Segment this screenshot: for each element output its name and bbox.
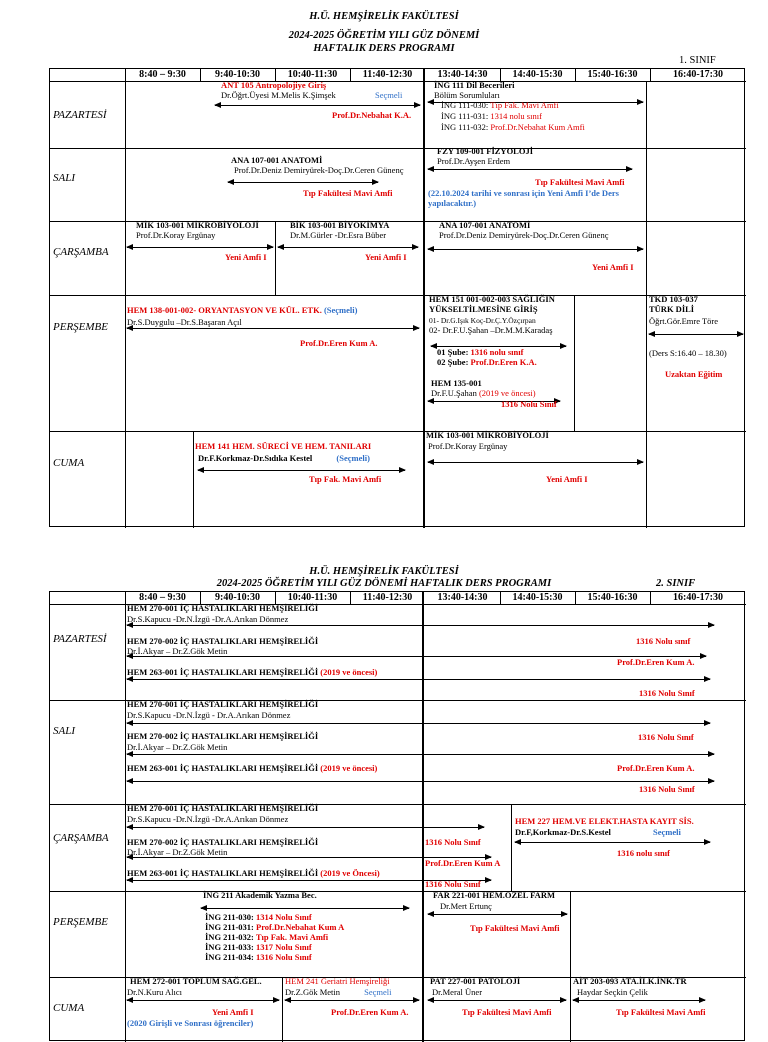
course-title: İNG 111 Dil Becerileri	[434, 80, 515, 90]
course-title: HEM 141 HEM. SÜRECİ VE HEM. TANILARI	[195, 441, 372, 451]
duration-arrow	[228, 182, 378, 183]
page-title: H.Ü. HEMŞİRELİK FAKÜLTESİ	[309, 11, 459, 22]
instructor: Prof.Dr.Ayşen Erdem	[437, 156, 511, 166]
elective-tag: Seçmeli	[375, 90, 403, 100]
course-title: MİK 103-001 MİKROBİYOLOJİ	[136, 220, 259, 230]
section-code: İNG 111-030: Tıp Fak. Mavi Amfi	[441, 100, 559, 110]
time-header: 11:40-12:30	[362, 592, 413, 603]
day-label: CUMA	[53, 457, 85, 469]
room: Prof.Dr.Nebahat K.A.	[332, 110, 412, 120]
room: 1316 Nolu Sınıf	[425, 837, 481, 847]
time-header: 15:40-16:30	[587, 592, 638, 603]
duration-arrow	[285, 1000, 419, 1001]
class-label: 1. SINIF	[679, 55, 716, 66]
day-label: SALI	[53, 725, 75, 737]
room: Uzaktan Eğitim	[665, 369, 723, 379]
time-header: 10:40-11:30	[287, 69, 338, 80]
section-room: İNG 211-030: 1314 Nolu Sınıf	[205, 912, 312, 922]
duration-arrow	[198, 470, 405, 471]
instructor: Prof.Dr.Deniz Demiryürek-Doç.Dr.Ceren Günenç	[234, 165, 404, 175]
course-title: HEM 272-001 TOPLUM SAĞ.GEL.	[130, 976, 262, 986]
room: 1316 Nolu Sınıf	[638, 732, 694, 742]
course-title: PAT 227-001 PATOLOJİ	[430, 976, 521, 986]
duration-arrow	[428, 249, 643, 250]
instructor: Dr.S.Kapucu -Dr.N.İzgü - Dr.A.Arıkan Dönmez	[127, 710, 291, 720]
room: 1316 Nolu Sınıf	[639, 784, 695, 794]
duration-arrow	[127, 328, 419, 329]
duration-arrow	[649, 334, 743, 335]
duration-arrow	[127, 723, 710, 724]
room: 1316 Nolu Sınıf	[501, 399, 557, 409]
room: Tıp Fakültesi Mavi Amfi	[535, 177, 625, 187]
time-header: 10:40-11:30	[287, 592, 338, 603]
duration-arrow	[127, 679, 710, 680]
note: (22.10.2024 tarihi ve sonrası için Yeni Amfi I’de Ders	[428, 188, 619, 198]
time-header: 8:40 – 9:30	[139, 69, 186, 80]
time-header: 14:40-15:30	[512, 592, 563, 603]
instructor: Dr.İ.Akyar – Dr.Z.Gök Metin	[127, 847, 228, 857]
instructor: Dr.Meral Üner	[432, 987, 483, 997]
instructor: Dr.F.Korkmaz-Dr.Sıdıka Kestel (Seçmeli)	[198, 453, 370, 463]
section-code: İNG 111-031: 1314 nolu sınıf	[441, 111, 542, 121]
course-title: HEM 241 Geriatri Hemşireliği	[285, 976, 390, 986]
duration-arrow	[428, 914, 567, 915]
section-room: İNG 211-034: 1316 Nolu Sınıf	[205, 952, 312, 962]
course-title: İNG 211 Akademik Yazma Bec.	[203, 890, 317, 900]
room: Prof.Dr.Eren Kum A.	[617, 657, 695, 667]
duration-arrow	[127, 625, 714, 626]
instructor: Prof.Dr.Koray Ergünay	[136, 230, 216, 240]
instructor: Dr.F.U.Şahan (2019 ve öncesi)	[431, 388, 536, 398]
duration-arrow	[127, 781, 714, 782]
instructor: 02- Dr.F.U.Şahan –Dr.M.M.Karadaş	[429, 325, 553, 335]
room: Prof.Dr.Eren Kum A.	[331, 1007, 409, 1017]
course-title: FZY 109-001 FİZYOLOJİ	[437, 146, 534, 156]
instructor: Dr.İ.Akyar – Dr.Z.Gök Metin	[127, 742, 228, 752]
room: Prof.Dr.Eren Kum A.	[617, 763, 695, 773]
term-title: 2024-2025 ÖĞRETİM YILI GÜZ DÖNEMİ	[288, 30, 480, 41]
page-title: H.Ü. HEMŞİRELİK FAKÜLTESİ	[309, 566, 459, 577]
duration-arrow	[278, 247, 418, 248]
course-title: FAR 221-001 HEM.ÖZEL FARM	[433, 890, 555, 900]
room: 1316 Nolu sınıf	[636, 636, 691, 646]
room: Prof.Dr.Eren Kum A.	[300, 338, 378, 348]
duration-arrow	[127, 1000, 279, 1001]
time-header: 13:40-14:30	[437, 69, 488, 80]
course-title: HEM 138-001-002- ORYANTASYON VE KÜL. ETK. (Seçmeli)	[127, 305, 358, 315]
room: 1316 nolu sınıf	[617, 848, 670, 858]
note: yapılacaktır.)	[428, 198, 477, 208]
day-label: ÇARŞAMBA	[53, 246, 109, 258]
course-title: HEM 270-001 İÇ HASTALIKLARI HEMŞİRELİĞİ	[127, 603, 319, 613]
course-title: HEM 263-001 İÇ HASTALIKLARI HEMŞİRELİĞİ (2019 ve Öncesi)	[127, 868, 380, 878]
instructor: Dr.Mert Ertunç	[440, 901, 492, 911]
time-header: 13:40-14:30	[437, 592, 488, 603]
program-title: 2024-2025 ÖĞRETİM YILI GÜZ DÖNEMİ HAFTALIK DERS PROGRAMI	[216, 578, 552, 589]
instructor: Dr.N.Kuru Alıcı	[127, 987, 183, 997]
time-header: 9:40-10:30	[215, 69, 260, 80]
room: Tıp Fak. Mavi Amfi	[309, 474, 382, 484]
time-header: 16:40-17:30	[673, 69, 723, 80]
instructor: Dr.F,Korkmaz-Dr.S.Kestel Seçmeli	[515, 827, 681, 837]
room: Yeni Amfi I	[592, 262, 634, 272]
course-title: MİK 103-001 MİKROBİYOLOJİ	[426, 430, 549, 440]
course-title: ANA 107-001 ANATOMİ	[439, 220, 531, 230]
course-title: AİT 203-093 ATA.İLK.İNK.TR	[573, 976, 687, 986]
course-title: TKD 103-037	[649, 294, 698, 304]
course-title: ANT 105 Antropolojiye Giriş	[221, 80, 327, 90]
instructor: Prof.Dr.Deniz Demiryürek-Doç.Dr.Ceren Günenç	[439, 230, 609, 240]
instructor: Dr.Z.Gök Metin Seçmeli	[285, 987, 392, 997]
duration-arrow	[428, 1000, 566, 1001]
section-room: 02 Şube: Prof.Dr.Eren K.A.	[437, 357, 537, 367]
day-label: PAZARTESİ	[53, 109, 107, 121]
day-label: CUMA	[53, 1002, 85, 1014]
instructor: Dr.M.Gürler -Dr.Esra Büber	[290, 230, 387, 240]
instructor: Dr.S.Duygulu –Dr.S.Başaran Açıl	[127, 317, 242, 327]
instructor: Haydar Seçkin Çelik	[577, 987, 648, 997]
section-code: İNG 111-032: Prof.Dr.Nebahat Kum Amfi	[441, 122, 585, 132]
duration-arrow	[127, 827, 484, 828]
room: Tıp Fakültesi Mavi Amfi	[462, 1007, 552, 1017]
course-title: HEM 227 HEM.VE ELEKT.HASTA KAYIT SİS.	[515, 816, 694, 826]
course-title: HEM 270-002 İÇ HASTALIKLARI HEMŞİRELİĞİ	[127, 636, 319, 646]
room: Prof.Dr.Eren Kum A	[425, 858, 501, 868]
program-title: HAFTALIK DERS PROGRAMI	[313, 43, 455, 54]
section-room: İNG 211-033: 1317 Nolu Sınıf	[205, 942, 312, 952]
instructor: Öğrt.Gör.Emre Töre	[649, 316, 719, 326]
room: Tıp Fakültesi Mavi Amfi	[470, 923, 560, 933]
course-title: HEM 151 001-002-003 SAĞLIĞIN	[429, 294, 555, 304]
section-room: İNG 211-032: Tıp Fak. Mavi Amfi	[205, 932, 329, 942]
instructor: Dr.S.Kapucu -Dr.N.İzgü -Dr.A.Arıkan Dönmez	[127, 614, 289, 624]
course-title: HEM 270-001 İÇ HASTALIKLARI HEMŞİRELİĞİ	[127, 699, 319, 709]
section-room: 01 Şube: 1316 nolu sınıf	[437, 347, 524, 357]
course-title: ANA 107-001 ANATOMİ	[231, 155, 323, 165]
room: Yeni Amfi I	[212, 1007, 254, 1017]
room: Yeni Amfi I	[546, 474, 588, 484]
duration-arrow	[201, 908, 409, 909]
instructor: Prof.Dr.Koray Ergünay	[428, 441, 508, 451]
instructor: Bölüm Sorumluları	[434, 90, 500, 100]
day-label: PAZARTESİ	[53, 633, 107, 645]
room: 1316 Nolu Sınıf	[639, 688, 695, 698]
note: (Ders S:16.40 – 18.30)	[649, 348, 727, 358]
section-room: İNG 211-031: Prof.Dr.Nebahat Kum A	[205, 922, 345, 932]
duration-arrow	[428, 462, 643, 463]
course-title: YÜKSELTİLMESİNE GİRİŞ	[429, 304, 538, 314]
room: Yeni Amfi I	[225, 252, 267, 262]
instructor: Dr.S.Kapucu -Dr.N.İzgü -Dr.A.Arıkan Dönmez	[127, 814, 289, 824]
room: Tıp Fakültesi Mavi Amfi	[616, 1007, 706, 1017]
instructor: Dr.İ.Akyar – Dr.Z.Gök Metin	[127, 646, 228, 656]
course-title: HEM 270-002 İÇ HASTALIKLARI HEMŞİRELİĞİ	[127, 731, 319, 741]
course-title: HEM 270-002 İÇ HASTALIKLARI HEMŞİRELİĞİ	[127, 837, 319, 847]
room: 1316 Nolu Sınıf	[425, 879, 481, 889]
course-title: HEM 263-001 İÇ HASTALIKLARI HEMŞİRELİĞİ (2019 ve öncesi)	[127, 763, 378, 773]
instructor: 01- Dr.G.Işık Koç-Dr.Ç.Y.Özçırpan	[429, 316, 536, 325]
duration-arrow	[573, 1000, 705, 1001]
time-header: 16:40-17:30	[673, 592, 723, 603]
time-header: 11:40-12:30	[362, 69, 413, 80]
schedule-table-1	[49, 68, 745, 527]
course-title: HEM 135-001	[431, 378, 482, 388]
duration-arrow	[127, 247, 273, 248]
day-label: PERŞEMBE	[53, 321, 108, 333]
schedule-table-2	[49, 591, 745, 1041]
note: (2020 Girişli ve Sonrası öğrenciler)	[127, 1018, 254, 1028]
instructor: Dr.Öğrt.Üyesi M.Melis K.Şimşek	[221, 90, 336, 100]
day-label: PERŞEMBE	[53, 916, 108, 928]
day-label: SALI	[53, 172, 75, 184]
course-title: HEM 263-001 İÇ HASTALIKLARI HEMŞİRELİĞİ (2019 ve öncesi)	[127, 667, 378, 677]
duration-arrow	[428, 169, 632, 170]
duration-arrow	[127, 754, 714, 755]
room: Yeni Amfi I	[365, 252, 407, 262]
room: Tıp Fakültesi Mavi Amfi	[303, 188, 393, 198]
time-header: 15:40-16:30	[587, 69, 638, 80]
time-header: 9:40-10:30	[215, 592, 260, 603]
day-label: ÇARŞAMBA	[53, 832, 109, 844]
class-label: 2. SINIF	[656, 578, 696, 589]
course-title: TÜRK DİLİ	[649, 304, 695, 314]
duration-arrow	[515, 842, 710, 843]
time-header: 14:40-15:30	[512, 69, 563, 80]
course-title: BİK 103-001 BİYOKİMYA	[290, 220, 390, 230]
duration-arrow	[215, 105, 420, 106]
course-title: HEM 270-001 İÇ HASTALIKLARI HEMŞİRELİĞİ	[127, 803, 319, 813]
time-header: 8:40 – 9:30	[139, 592, 186, 603]
